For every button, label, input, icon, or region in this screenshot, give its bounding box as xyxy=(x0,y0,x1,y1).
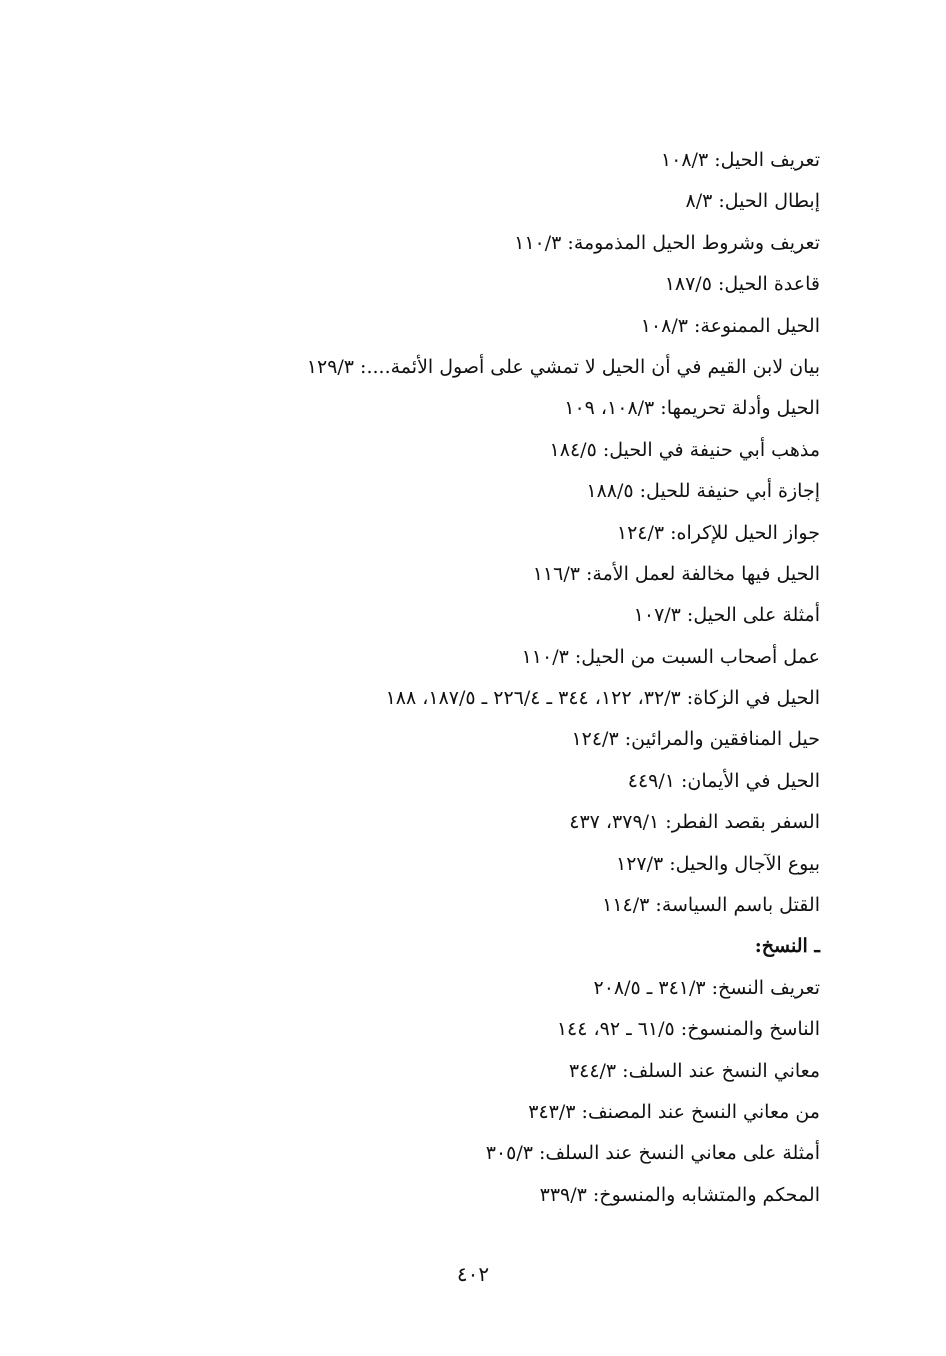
index-entry: الحيل في الأيمان: ٤٤٩/١ xyxy=(627,769,820,792)
index-entry: الحيل في الزكاة: ٣٢/٣، ١٢٢، ٣٤٤ ـ ٢٢٦/٤ ـ ١٨٧/٥، ١٨٨ xyxy=(385,687,820,710)
index-entry: معاني النسخ عند السلف: ٣٤٤/٣ xyxy=(568,1059,820,1082)
index-entry: إبطال الحيل: ٨/٣ xyxy=(685,190,820,213)
index-entry: عمل أصحاب السبت من الحيل: ١١٠/٣ xyxy=(521,645,820,668)
index-entry: الحيل فيها مخالفة لعمل الأمة: ١١٦/٣ xyxy=(532,562,820,585)
index-entries-list xyxy=(200,140,820,1216)
index-entry: الحيل الممنوعة: ١٠٨/٣ xyxy=(640,314,820,337)
index-entry: إجازة أبي حنيفة للحيل: ١٨٨/٥ xyxy=(586,480,820,503)
index-entry: جواز الحيل للإكراه: ١٢٤/٣ xyxy=(616,521,820,544)
index-entry: تعريف النسخ: ٣٤١/٣ ـ ٢٠٨/٥ xyxy=(593,976,820,999)
index-entry: تعريف وشروط الحيل المذمومة: ١١٠/٣ xyxy=(514,231,820,254)
index-entry: أمثلة على معاني النسخ عند السلف: ٣٠٥/٣ xyxy=(485,1142,820,1165)
index-entry: المحكم والمتشابه والمنسوخ: ٣٣٩/٣ xyxy=(539,1183,820,1206)
index-entry: من معاني النسخ عند المصنف: ٣٤٣/٣ xyxy=(528,1100,820,1123)
index-entry: تعريف الحيل: ١٠٨/٣ xyxy=(660,149,820,171)
index-entry: أمثلة على الحيل: ١٠٧/٣ xyxy=(633,604,820,627)
page-number: ٤٠٢ xyxy=(456,1262,490,1286)
index-entry: بيوع الآجال والحيل: ١٢٧/٣ xyxy=(615,852,820,875)
index-entry: حيل المنافقين والمرائين: ١٢٤/٣ xyxy=(571,728,820,751)
index-entry: الحيل وأدلة تحريمها: ١٠٨/٣، ١٠٩ xyxy=(564,397,820,420)
index-entry: قاعدة الحيل: ١٨٧/٥ xyxy=(664,273,820,296)
index-entry: مذهب أبي حنيفة في الحيل: ١٨٤/٥ xyxy=(549,438,820,461)
section-heading: ـ النسخ: xyxy=(754,935,820,958)
index-entry: القتل باسم السياسة: ١١٤/٣ xyxy=(602,894,820,917)
index-entry: بيان لابن القيم في أن الحيل لا تمشي على أصول الأئمة....: ١٢٩/٣ xyxy=(306,355,820,378)
index-entry: السفر بقصد الفطر: ٣٧٩/١، ٤٣٧ xyxy=(569,811,820,834)
index-entry: الناسخ والمنسوخ: ٦١/٥ ـ ٩٢، ١٤٤ xyxy=(556,1018,820,1041)
